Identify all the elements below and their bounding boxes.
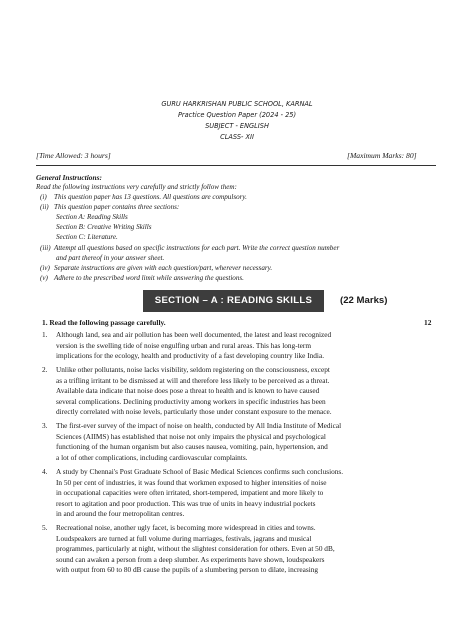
instruction-item (40, 244, 339, 252)
paragraph-number: 5. (42, 523, 48, 532)
passage-line: implications for the ecology, health and productivity of a fast developing country like India. (56, 351, 325, 361)
passage-paragraph (42, 365, 436, 418)
passage-line: programmes, particularly at night, without the slightest consideration for others. Even at 50 dB, (56, 544, 335, 554)
instruction-number: (ii) (40, 203, 49, 211)
paragraph-number: 1. (42, 330, 48, 339)
question-1-marks: 12 (424, 318, 432, 327)
instruction-item (40, 193, 247, 201)
instruction-text: Attempt all questions based on specific instructions for each part. Write the correct question number (54, 244, 340, 252)
passage-line: The first-ever survey of the impact of noise on health, conducted by All India Institute of Medical (56, 421, 342, 430)
instruction-text: Adhere to the prescribed word limit while answering the questions. (54, 274, 244, 282)
passage-line: several complications. Declining productivity among workers in specific industries has been (56, 396, 326, 406)
section-a-banner (143, 290, 324, 312)
section-list-item: Section C: Literature. (56, 233, 118, 241)
paragraph-number: 3. (42, 421, 48, 430)
passage-line: Available data indicate that noise does pose a threat to health and is known to have caused (56, 386, 320, 396)
instruction-text: This question paper contains three sections: (54, 203, 180, 211)
instruction-number: (iii) (40, 244, 51, 252)
passage-paragraph (42, 467, 436, 520)
instruction-number: (v) (40, 274, 48, 282)
passage-line: Unlike other pollutants, noise lacks visibility, seldom registering on the consciousness, except (56, 365, 330, 374)
paragraph-number: 4. (42, 467, 48, 476)
instruction-text: This question paper has 13 questions. All questions are compulsory. (54, 193, 247, 201)
instruction-item (40, 264, 272, 272)
instructions-lead: Read the following instructions very carefully and strictly follow them: (36, 183, 237, 191)
instructions-title: General Instructions: (36, 173, 102, 182)
maximum-marks: [Maximum Marks: 80] (347, 151, 417, 160)
section-list-item: Section A: Reading Skills (56, 213, 128, 221)
passage-line: Although land, sea and air pollution has been well documented, the latest and least recognized (56, 330, 332, 339)
subject-line: SUBJECT - ENGLISH (205, 122, 269, 130)
passage-line: A study by Chennai's Post Graduate School of Basic Medical Sciences confirms such conclusions. (56, 467, 344, 476)
passage-line: as a trifling irritant to be dismissed at will and therefore less likely to be perceived as a threat. (56, 375, 330, 385)
passage-line: Sciences (AIIMS) has established that noise not only impairs the physical and psychological (56, 431, 326, 441)
instruction-number: (i) (40, 193, 47, 201)
paper-title: Practice Question Paper (2024 - 25) (177, 111, 297, 119)
passage-line: resort to agitation and poor production. This was true of units in heavy industrial pockets (56, 498, 316, 508)
instruction-continuation: and part thereof in your answer sheet. (56, 254, 165, 262)
section-a-marks: (22 Marks) (340, 295, 388, 306)
passage-line: Loudspeakers are turned at full volume during marriages, festivals, jagrans and musical (56, 533, 312, 543)
instruction-text: Separate instructions are given with each question/part, wherever necessary. (54, 264, 273, 272)
question-1-lead: 1. Read the following passage carefully. (42, 318, 166, 327)
instruction-item (40, 203, 179, 211)
passage-line: in and around the four metropolitan centres. (56, 509, 185, 519)
instruction-number: (iv) (40, 264, 50, 272)
passage-line: sound can awaken a person from a deep slumber. As experiments have shown, loudspeakers (56, 554, 325, 564)
passage-line: In 50 per cent of industries, it was found that workmen exposed to higher intensities of noise (56, 477, 327, 487)
passage-line: Recreational noise, another ugly facet, is becoming more widespread in cities and towns. (56, 523, 316, 532)
passage-paragraph (42, 523, 436, 576)
time-allowed: [Time Allowed: 3 hours] (36, 151, 111, 160)
passage-line: in occupational capacities were often irritated, short-tempered, impatient and more likely to (56, 488, 324, 498)
passage-line: directly correlated with noise levels, particularly those under constant exposure to the menace. (56, 407, 332, 417)
passage-paragraph (42, 330, 436, 362)
passage-line: a lot of other complications, including cardiovascular complaints. (56, 452, 248, 462)
divider-line (36, 165, 436, 166)
passage-line: with output from 60 to 80 dB cause the pupils of a slumbering person to dilate, increasing (56, 565, 319, 575)
class-line: CLASS- XII (220, 133, 254, 141)
passage-line: functioning of the human organism but also causes nausea, vomiting, pain, hypertension, and (56, 442, 328, 452)
paragraph-number: 2. (42, 365, 48, 374)
passage-line: version is the swelling tide of noise engulfing urban and rural areas. This has long-term (56, 340, 311, 350)
section-a-title: SECTION – A : READING SKILLS (154, 295, 313, 306)
passage-paragraph (42, 421, 436, 463)
section-list-item: Section B: Creative Writing Skills (56, 223, 152, 231)
school-name: GURU HARKRISHAN PUBLIC SCHOOL, KARNAL (161, 100, 313, 108)
instruction-item (40, 274, 244, 282)
